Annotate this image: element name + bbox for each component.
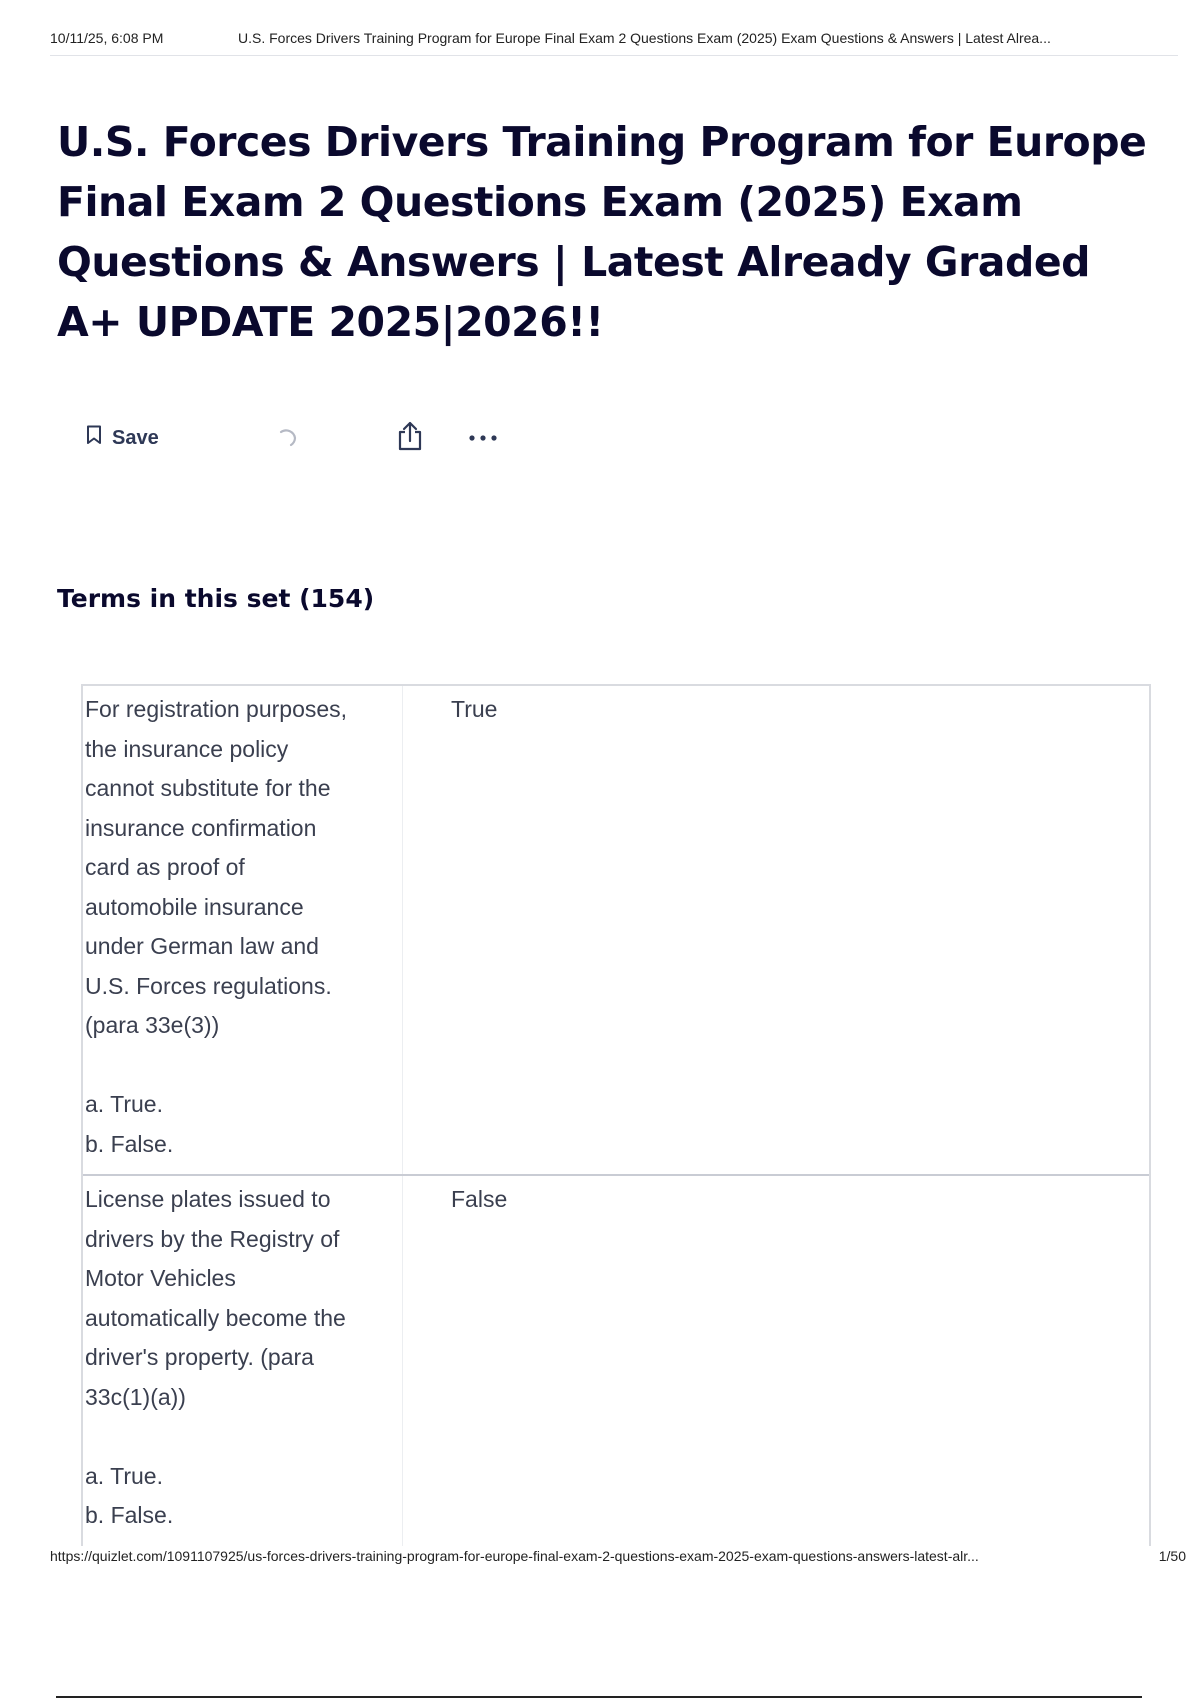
- more-icon: [468, 429, 498, 447]
- save-label: Save: [112, 426, 159, 449]
- more-options-button[interactable]: [468, 420, 498, 456]
- share-button[interactable]: [396, 420, 424, 456]
- term-text: For registration purposes, the insurance policy cannot substitute for the insurance confirmation card as proof of automobile insurance under German law and U.S. Forces regulations. (para 33e(3)) a. True. b. False.: [83, 686, 403, 1174]
- set-toolbar: [86, 420, 526, 456]
- print-doc-title: U.S. Forces Drivers Training Program for Europe Final Exam 2 Questions Exam (2025) Exam Questions & Answers | Latest Alrea...: [238, 30, 1051, 46]
- print-footer: [50, 1548, 1190, 1570]
- page-divider: [56, 1696, 1142, 1698]
- definition-text: False: [451, 1186, 508, 1212]
- print-page-number: 1/50: [1158, 1548, 1186, 1564]
- term-card[interactable]: [83, 686, 1149, 1176]
- share-icon: [396, 420, 424, 457]
- loading-icon: [276, 420, 300, 456]
- bookmark-icon: [86, 425, 102, 451]
- print-date: 10/11/25, 6:08 PM: [50, 30, 164, 46]
- terms-heading: Terms in this set (154): [57, 584, 375, 613]
- term-card[interactable]: [83, 1176, 1149, 1546]
- terms-list: [81, 684, 1151, 1546]
- definition-text: True: [451, 696, 498, 722]
- print-header: [50, 28, 1178, 56]
- save-button[interactable]: [86, 420, 159, 456]
- term-text: License plates issued to drivers by the Registry of Motor Vehicles automatically become the driver's property. (para 33c(1)(a)) a. True. b. False.: [83, 1176, 403, 1546]
- page-title: U.S. Forces Drivers Training Program for Europe Final Exam 2 Questions Exam (2025) Exam Questions & Answers | Latest Already Graded A+ UPDATE 2025|2026!!: [57, 118, 1147, 346]
- print-url: https://quizlet.com/1091107925/us-forces-drivers-training-program-for-europe-final-exam-2-questions-exam-2025-exam-questions-answers-latest-alr...: [50, 1548, 979, 1564]
